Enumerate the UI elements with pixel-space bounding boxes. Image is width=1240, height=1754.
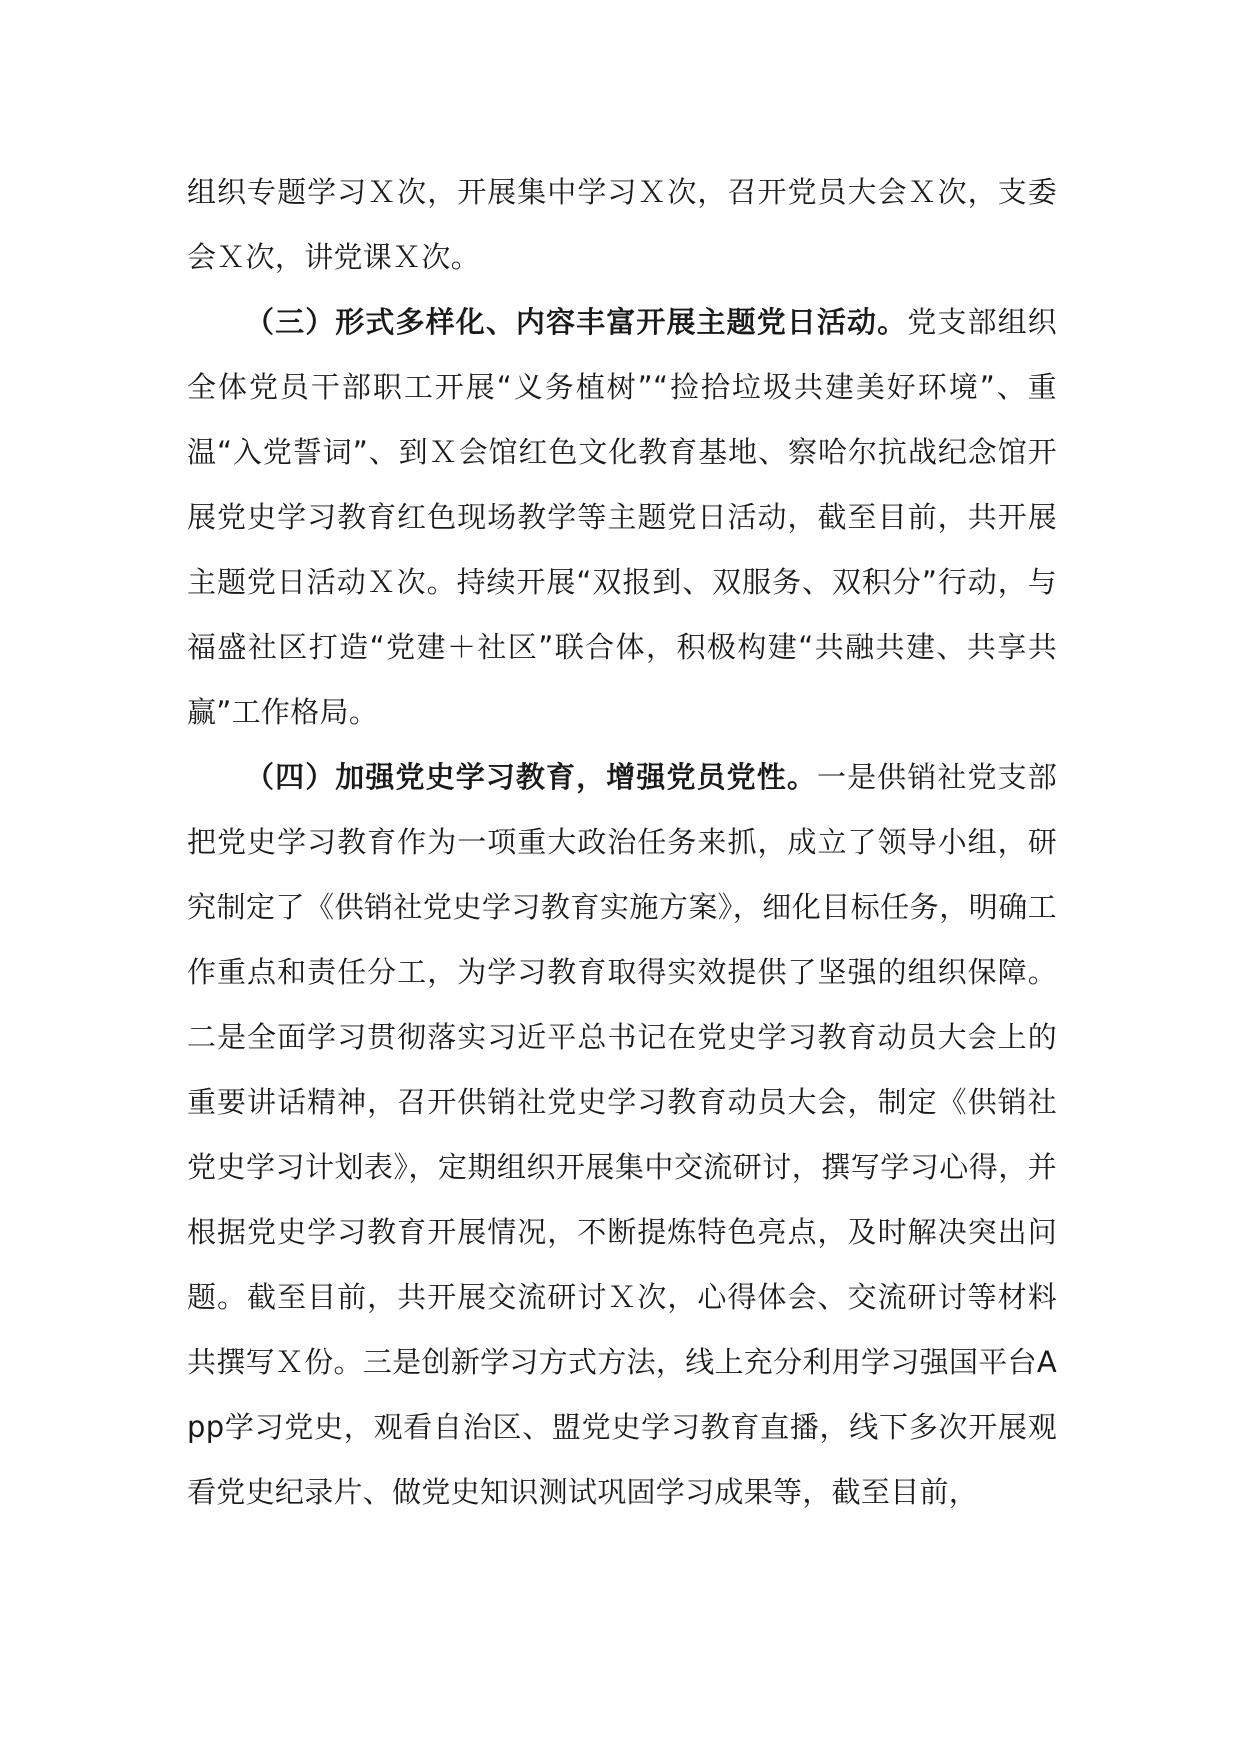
paragraph-text: 党支部组织全体党员干部职工开展“义务植树”“捡拾垃圾共建美好环境”、重温“入党誓词”、到Ｘ会馆红色文化教育基地、察哈尔抗战纪念馆开展党史学习教育红色现场教学等主题党日活动，截至目前，共开展主题党日活动Ｘ次。持续开展“双报到、双服务、双积分”行动，与福盛社区打造“党建＋社区”联合体，积极构建“共融共建、共享共赢”工作格局。 <box>187 305 1057 729</box>
paragraph-text: 一是供销社党支部把党史学习教育作为一项重大政治任务来抓，成立了领导小组，研究制定了《供销社党史学习教育实施方案》，细化目标任务，明确工作重点和责任分工，为学习教育取得实效提供了坚强的组织保障。二是全面学习贯彻落实习近平总书记在党史学习教育动员大会上的重要讲话精神，召开供销社党史学习教育动员大会，制定《供销社党史学习计划表》，定期组织开展集中交流研讨，撰写学习心得，并根据党史学习教育开展情况，不断提炼特色亮点，及时解决突出问题。截至目前，共开展交流研讨Ｘ次，心得体会、交流研讨等材料共撰写Ｘ份。三是创新学习方式方法，线上充分利用学习强国平台App学习党史，观看自治区、盟党史学习教育直播，线下多次开展观看党史纪录片、做党史知识测试巩固学习成果等，截至目前， <box>187 760 1057 1509</box>
section-heading: （三）形式多样化、内容丰富开展主题党日活动。 <box>245 305 908 339</box>
paragraph-continued <box>187 160 1057 290</box>
section-heading: （四）加强党史学习教育，增强党员党性。 <box>245 760 817 794</box>
paragraph-section-four <box>187 745 1057 1525</box>
paragraph-section-three <box>187 290 1057 745</box>
document-page <box>187 160 1057 1525</box>
paragraph-text: 组织专题学习Ｘ次，开展集中学习Ｘ次，召开党员大会Ｘ次，支委会Ｘ次，讲党课Ｘ次。 <box>187 175 1057 274</box>
